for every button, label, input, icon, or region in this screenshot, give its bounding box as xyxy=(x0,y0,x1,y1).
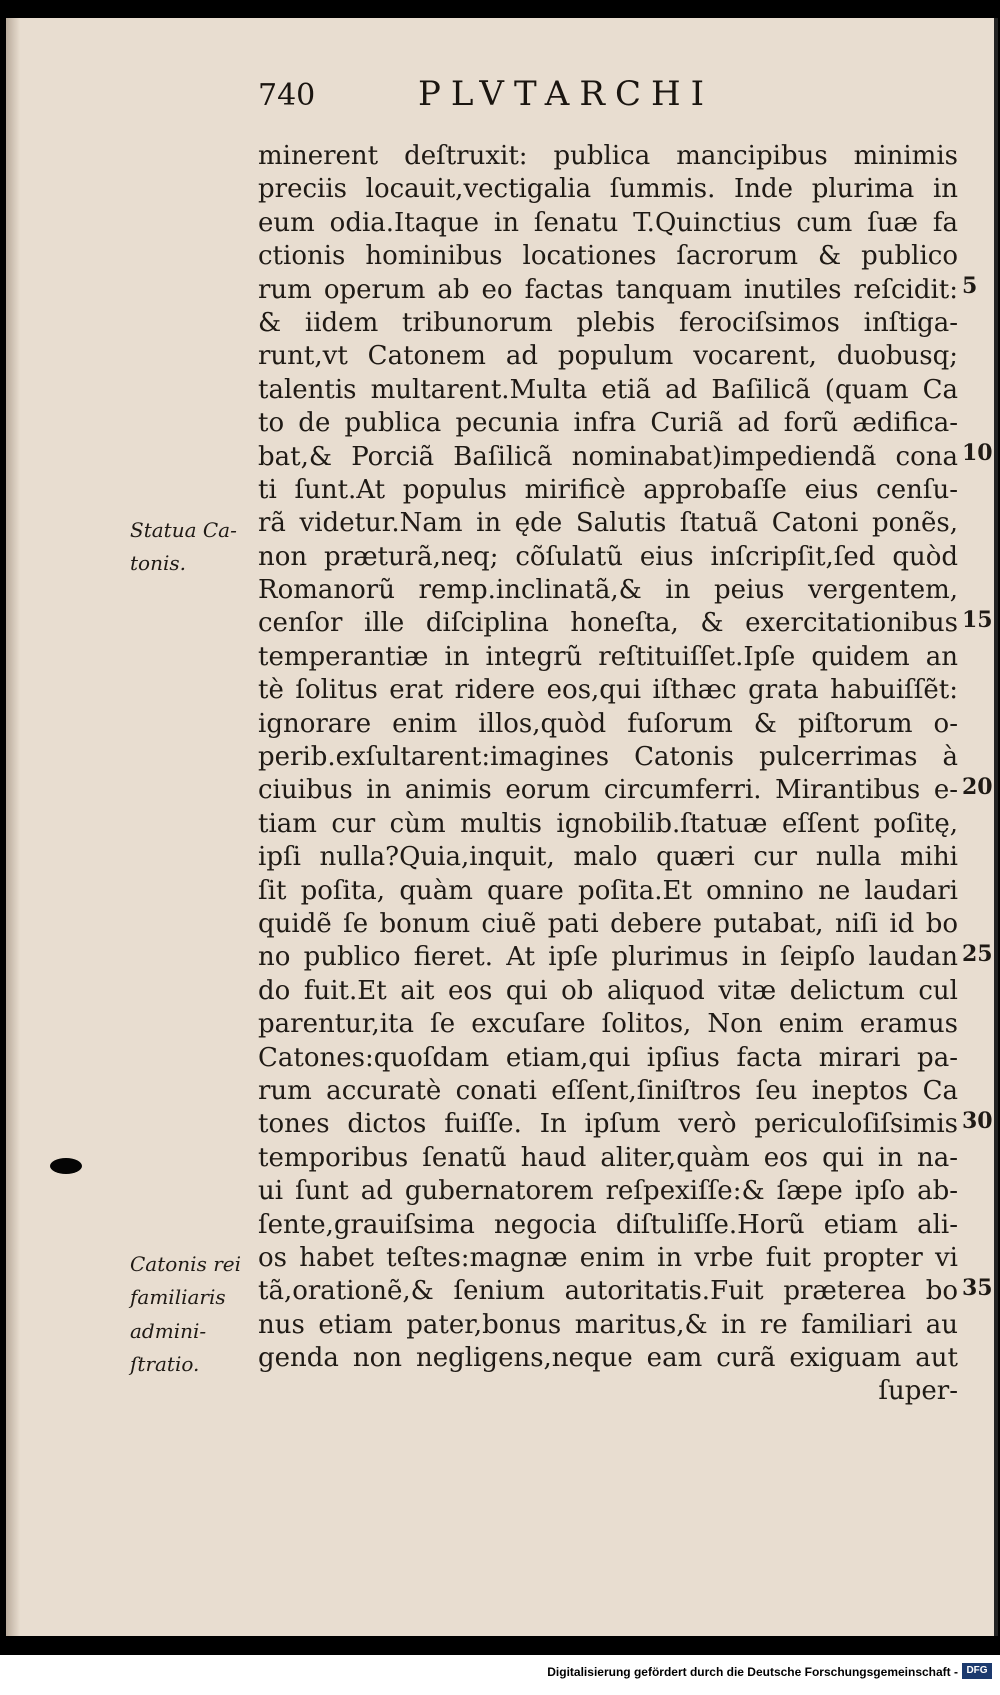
text-line: runt,vt Catonem ad populum vocarent, duobusq; xyxy=(258,341,958,372)
text-line: os habet teſtes:magnæ enim in vrbe fuit propter vi xyxy=(258,1242,958,1273)
text-line: tè ſolitus erat ridere eos,qui iſthæc grata habuiſſẽt: xyxy=(258,675,958,706)
marginal-note-line: admini- xyxy=(130,1318,207,1343)
text-line: non præturã,neq; cõſulatũ eius inſcripſit,ſed quòd xyxy=(258,541,958,572)
text-line: Catones:quoſdam etiam,qui ipſius facta mirari pa- xyxy=(258,1042,958,1073)
text-line: bat,& Porciã Baſilicã nominabat)impediendã cona xyxy=(258,441,958,472)
line-number: 20 xyxy=(962,774,993,800)
text-line: minerent deſtruxit: publica mancipibus minimis xyxy=(258,141,958,171)
text-line: ctionis hominibus locationes ſacrorum & publico xyxy=(258,241,958,272)
text-line: rã videtur.Nam in ęde Salutis ſtatuã Catoni ponẽs, xyxy=(258,508,958,539)
text-line: ui ſunt ad gubernatorem reſpexiſſe:& ſæpe ipſo ab- xyxy=(258,1176,958,1207)
page-header xyxy=(258,74,978,128)
text-line: preciis locauit,vectigalia ſummis. Inde plurima in xyxy=(258,174,958,205)
text-line: cenſor ille diſciplina honeſta, & exercitationibus xyxy=(258,608,958,639)
catchword: ſuper- xyxy=(878,1376,958,1407)
line-number: 15 xyxy=(962,607,993,633)
text-line: ſente,grauiſsima negocia diſtuliſſe.Horũ etiam ali- xyxy=(258,1209,958,1240)
text-line: & iidem tribunorum plebis ferociſsimos inſtiga- xyxy=(258,307,958,338)
text-line: Romanorũ remp.inclinatã,& in peius vergentem, xyxy=(258,575,958,606)
marginal-note xyxy=(130,1248,255,1382)
text-line: rum accuratè conati eſſent,ſiniſtros ſeu ineptos Ca xyxy=(258,1075,958,1106)
marginal-note xyxy=(130,514,255,581)
text-line: temporibus ſenatũ haud aliter,quàm eos qui in na- xyxy=(258,1142,958,1173)
marginal-note-line: familiaris xyxy=(130,1285,226,1310)
line-number: 25 xyxy=(962,941,993,967)
text-line: nus etiam pater,bonus maritus,& in re familiari au xyxy=(258,1309,958,1340)
text-line: ti ſunt.At populus mirificè approbaſſe eius cenſu- xyxy=(258,474,958,505)
text-line: temperantiæ in integrũ reſtituiſſet.Ipſe quidem an xyxy=(258,641,958,672)
text-line: ciuibus in animis eorum circumferri. Mirantibus e- xyxy=(258,775,958,806)
running-title: PLVTARCHI xyxy=(418,74,715,114)
text-line: ſit poſita, quàm quare poſita.Et omnino ne laudari xyxy=(258,875,958,906)
page-number: 740 xyxy=(258,78,316,113)
line-number: 10 xyxy=(962,440,993,466)
text-line: rum operum ab eo factas tanquam inutiles reſcidit: xyxy=(258,274,958,305)
text-line: quidẽ ſe bonum ciuẽ pati debere putabat, niſi id bo xyxy=(258,908,958,939)
line-number: 5 xyxy=(962,273,978,299)
ink-blot xyxy=(50,1158,82,1174)
text-line: perib.exſultarent:imagines Catonis pulcerrimas à xyxy=(258,742,958,773)
footer-credit: Digitalisierung gefördert durch die Deutsche Forschungsgemeinschaft - xyxy=(547,1665,958,1679)
text-line: eum odia.Itaque in ſenatu T.Quinctius cum ſuæ fa xyxy=(258,207,958,238)
text-line: do fuit.Et ait eos qui ob aliquod vitæ delictum cul xyxy=(258,975,958,1006)
text-line: no publico fieret. At ipſe plurimus in ſeipſo laudan xyxy=(258,942,958,973)
text-line: tã,orationẽ,& ſenium autoritatis.Fuit præterea bo xyxy=(258,1276,958,1307)
line-number: 35 xyxy=(962,1275,993,1301)
dfg-logo: DFG xyxy=(962,1663,992,1679)
text-line: tones dictos fuiſſe. In ipſum verò periculoſiſsimis xyxy=(258,1109,958,1140)
text-line: ignorare enim illos,quòd fuſorum & piſtorum o- xyxy=(258,708,958,739)
digitization-footer xyxy=(0,1655,1000,1695)
marginal-note-line: Catonis rei xyxy=(130,1252,241,1276)
page-gutter-shadow xyxy=(6,18,20,1636)
text-line: ipſi nulla?Quia,inquit, malo quæri cur nulla mihi xyxy=(258,842,958,873)
marginal-note-line: ſtratio. xyxy=(130,1352,200,1377)
text-line: parentur,ita ſe excuſare ſolitos, Non enim eramus xyxy=(258,1009,958,1040)
text-line: to de publica pecunia infra Curiã ad forũ ædifica- xyxy=(258,408,958,439)
marginal-note-line: tonis. xyxy=(130,551,186,576)
text-line: genda non negligens,neque eam curã exiguam aut xyxy=(258,1343,958,1374)
text-line: talentis multarent.Multa etiã ad Baſilicã (quam Ca xyxy=(258,374,958,405)
text-line: tiam cur cùm multis ignobilib.ſtatuæ eſſent poſitę, xyxy=(258,808,958,839)
body-text xyxy=(258,140,958,1409)
line-number: 30 xyxy=(962,1108,993,1134)
marginal-note-line: Statua Ca- xyxy=(130,518,237,542)
